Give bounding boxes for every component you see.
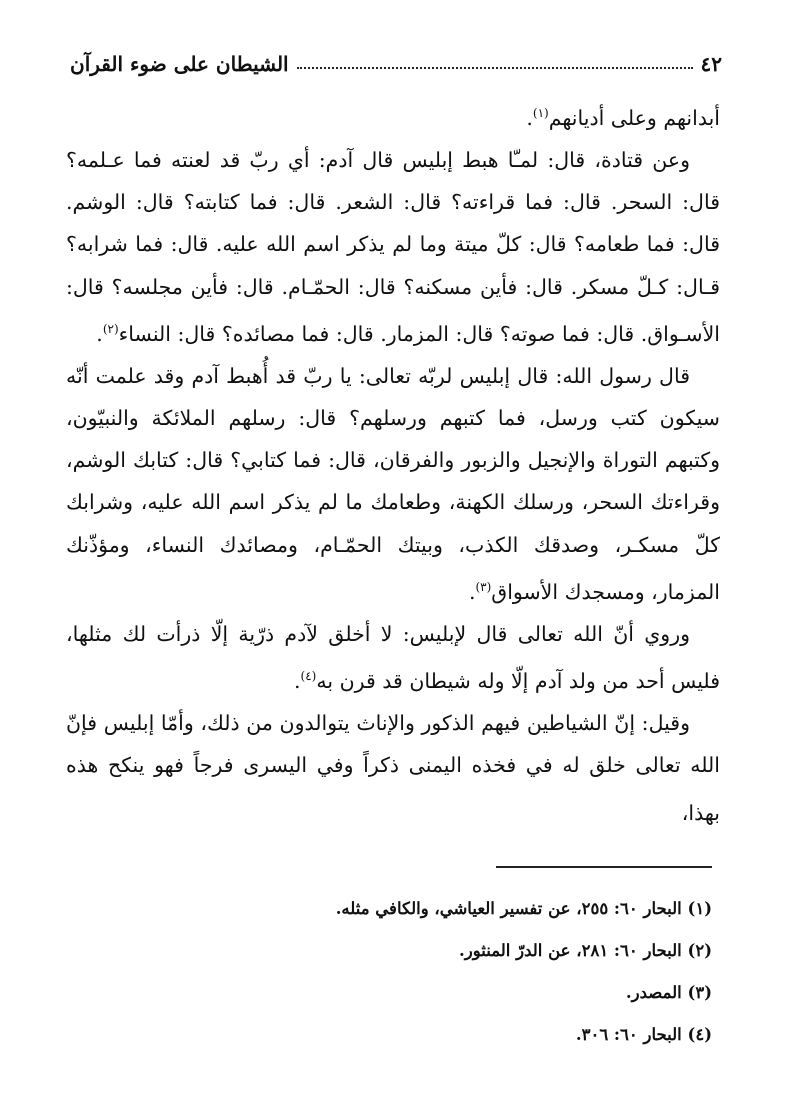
header-dotted-leader — [297, 67, 693, 69]
paragraph-devils: وقيل: إنّ الشياطين فيهم الذكور والإناث يتوالدون من ذلك، وأمّا إبليس فإنّ الله تعالى خلق له في فخذه اليمنى ذكراً وفي اليسرى فرجاً فهو ينكح هذه بهذا، — [66, 711, 720, 825]
main-text — [66, 92, 720, 834]
page-header — [70, 44, 722, 84]
footnote-4: (٤) البحار ٦٠: ٣٠٦. — [575, 1025, 712, 1044]
paragraph-qatada: وعن قتادة، قال: لمـّا هبط إبليس قال آدم: أي ربّ قد لعنته فما عـلمه؟ قال: السحر. قال: فما قراءته؟ قال: الشعر. قال: فما كتابته؟ قال: الوشم. قال: فما طعامه؟ قال: كلّ ميتة وما لم يذكر اسم الله عليه. قال: فما شرابه؟ قـال: كـلّ مسكر. قال: فأين مسكنه؟ قال: الحمّـام. قال: فأين مجلسه؟ قال: الأسـواق. قال: فما صوته؟ قال: المزمار. قال: فما مصائده؟ قال: النساء$^{(٢)}$. — [66, 148, 720, 346]
footnotes — [70, 888, 712, 1056]
footnote-ref: (٣) — [475, 579, 492, 594]
paragraph-continuation: أبدانهم وعلى أديانهم$^{(١)}$. — [526, 105, 720, 130]
running-title: الشيطان على ضوء القرآن — [70, 52, 289, 76]
paragraph-prophet-saying: قال رسول الله: قال إبليس لربّه تعالى: يا ربّ قد أُهبط آدم وقد علمت أنّه سيكون كتب ورسل، فما كتبهم ورسلهم؟ قال: رسلهم الملائكة والنبيّون، وكتبهم التوراة والإنجيل والزبور والفرقان، قال: فما كتابي؟ قال: كتابك الوشم، وقراءتك السحر، ورسلك الكهنة، وطعامك ما لم يذكر اسم الله عليه، وشرابك كلّ مسكـر، وصدقك الكذب، وبيتك الحمّـام، ومصائدك النساء، ومؤذّنك المزمار، ومسجدك الأسواق$^{(٣)}$. — [66, 363, 720, 604]
paragraph-narration: وروي أنّ الله تعالى قال لإبليس: لا أخلق لآدم ذرّية إلّا ذرأت لك مثلها، فليس أحد من ولد آدم إلّا وله شيطان قد قرن به$^{(٤)}$. — [66, 621, 720, 693]
page-number: ٤٢ — [700, 52, 722, 76]
footnote-ref: (٢) — [102, 321, 119, 336]
footnote-1: (١) البحار ٦٠: ٢٥٥، عن تفسير العياشي، والكافي مثله. — [335, 899, 712, 918]
footnote-ref: (١) — [532, 106, 549, 120]
footnote-2: (٢) البحار ٦٠: ٢٨١، عن الدرّ المنثور. — [459, 941, 712, 960]
footnote-ref: (٤) — [300, 669, 317, 684]
footnote-separator — [496, 866, 712, 868]
footnote-3: (٣) المصدر. — [625, 983, 712, 1002]
